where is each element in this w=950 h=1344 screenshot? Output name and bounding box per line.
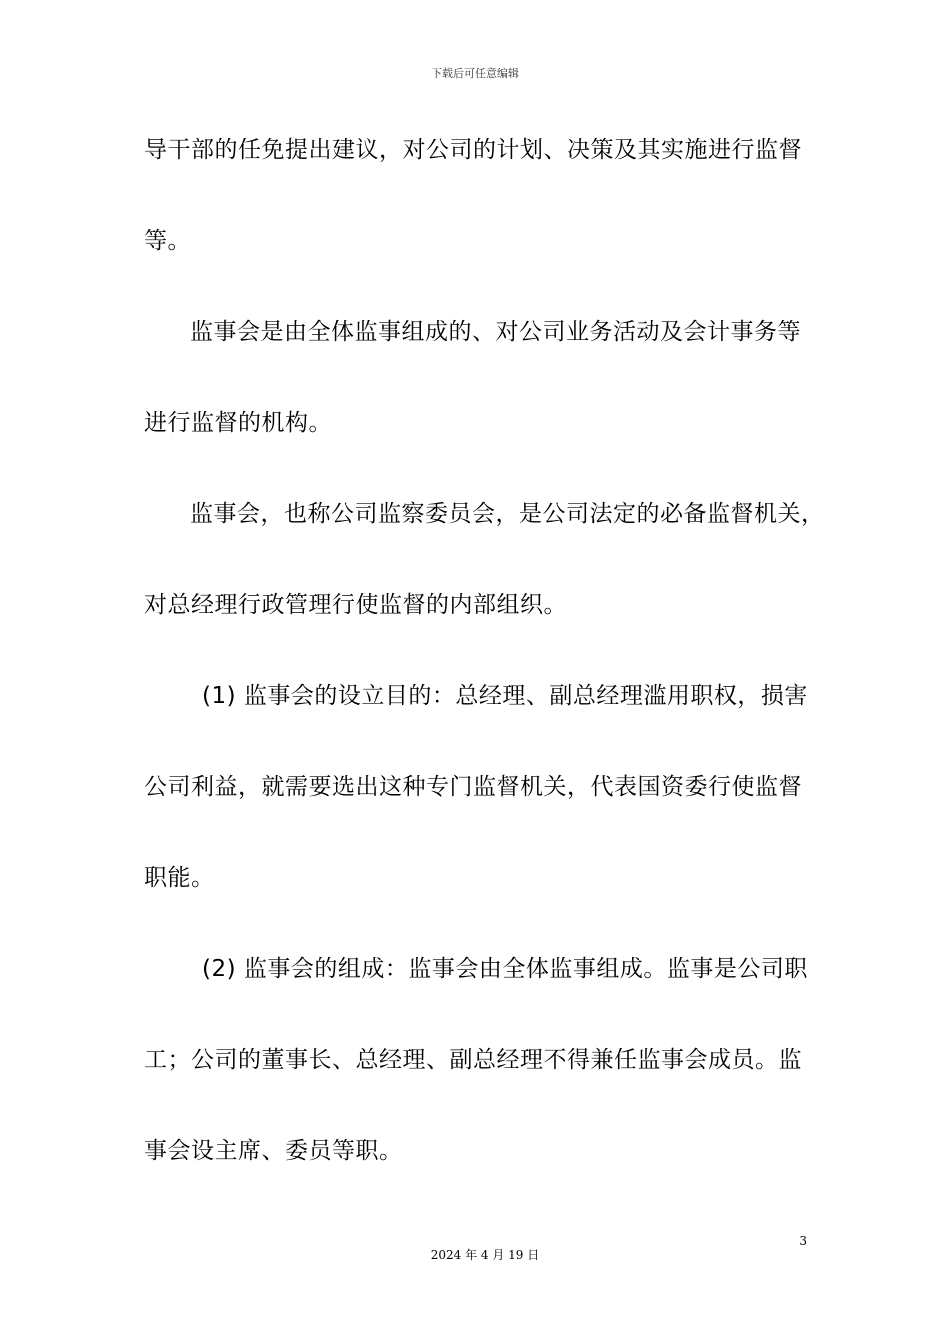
paragraph-line: 事会设主席、委员等职。 [144,1138,403,1164]
paragraph [144,306,806,488]
paragraph-line: 对总经理行政管理行使监督的内部组织。 [144,592,567,618]
footer-date: 2024 年 4 月 19 日 [430,1248,540,1262]
paragraph-line: 导干部的任免提出建议，对公司的计划、决策及其实施进行监督 [144,137,802,163]
page-number: 3 [799,1234,807,1248]
paragraph-line: 工；公司的董事长、总经理、副总经理不得兼任监事会成员。监 [144,1047,802,1073]
paragraph [144,943,806,1216]
paragraph-line: (2) 监事会的组成：监事会由全体监事组成。监事是公司职 [202,956,808,982]
paragraph-line: 监事会是由全体监事组成的、对公司业务活动及会计事务等 [190,319,801,345]
paragraph [144,488,825,670]
paragraph-line: (1) 监事会的设立目的：总经理、副总经理滥用职权，损害 [202,683,808,709]
page-header: 下载后可任意编辑 [431,67,519,80]
paragraph [144,670,806,943]
paragraph-line: 公司利益，就需要选出这种专门监督机关，代表国资委行使监督 [144,774,802,800]
paragraph-line: 等。 [144,228,191,254]
paragraph-line: 监事会，也称公司监察委员会，是公司法定的必备监督机关， [190,501,825,527]
document-body [144,124,825,1216]
paragraph [144,124,806,306]
paragraph-line: 职能。 [144,865,215,891]
paragraph-line: 进行监督的机构。 [144,410,332,436]
